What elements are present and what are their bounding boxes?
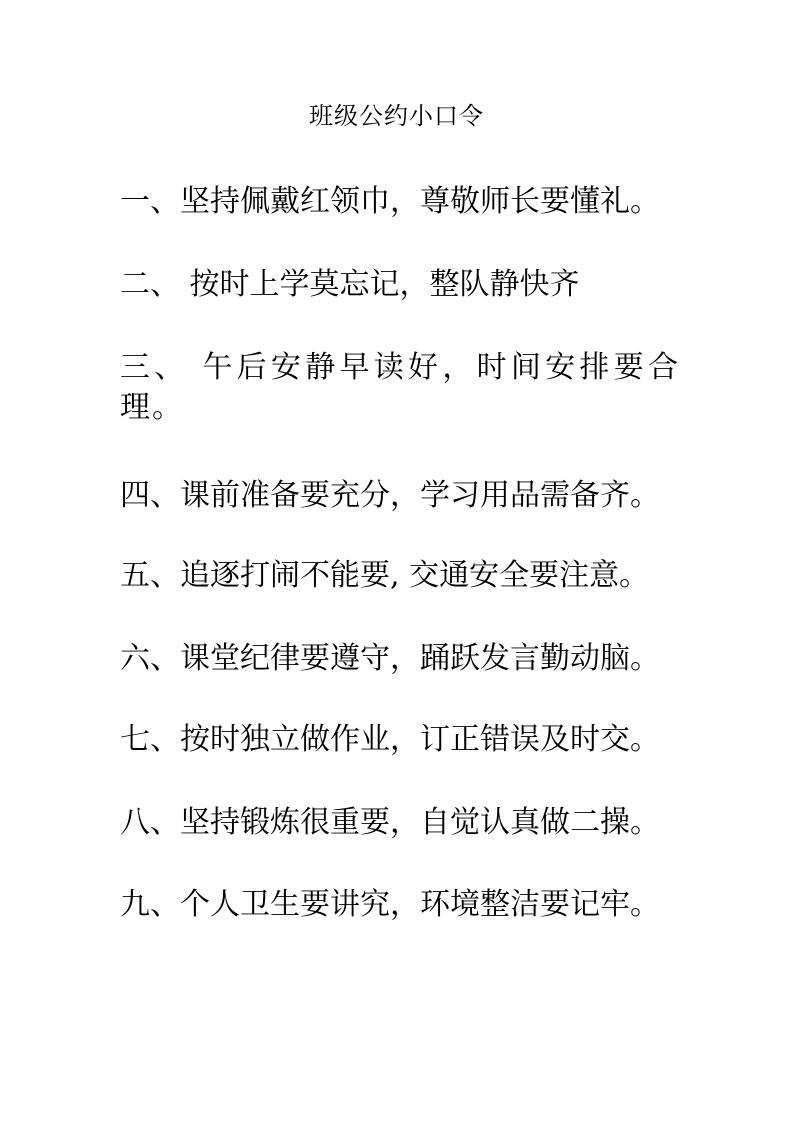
rule-item-8: 八、坚持锻炼很重要，自觉认真做二操。	[120, 805, 660, 840]
document-title: 班级公约小口令	[309, 102, 484, 130]
rule-item-2: 二、 按时上学莫忘记，整队静快齐	[120, 267, 580, 302]
rule-item-4: 四、课前准备要充分，学习用品需备齐。	[120, 478, 660, 513]
rule-item-6: 六、课堂纪律要遵守，踊跃发言勤动脑。	[120, 641, 660, 676]
rule-item-3: 三、 午后安静早读好，时间安排要合理。	[120, 350, 680, 425]
rule-item-9: 九、个人卫生要讲究，环境整洁要记牢。	[120, 887, 660, 922]
rule-item-5: 五、追逐打闹不能要, 交通安全要注意。	[120, 558, 650, 593]
rule-item-1: 一、坚持佩戴红领巾，尊敬师长要懂礼。	[120, 184, 660, 219]
rule-item-7: 七、按时独立做作业，订正错误及时交。	[120, 722, 660, 757]
